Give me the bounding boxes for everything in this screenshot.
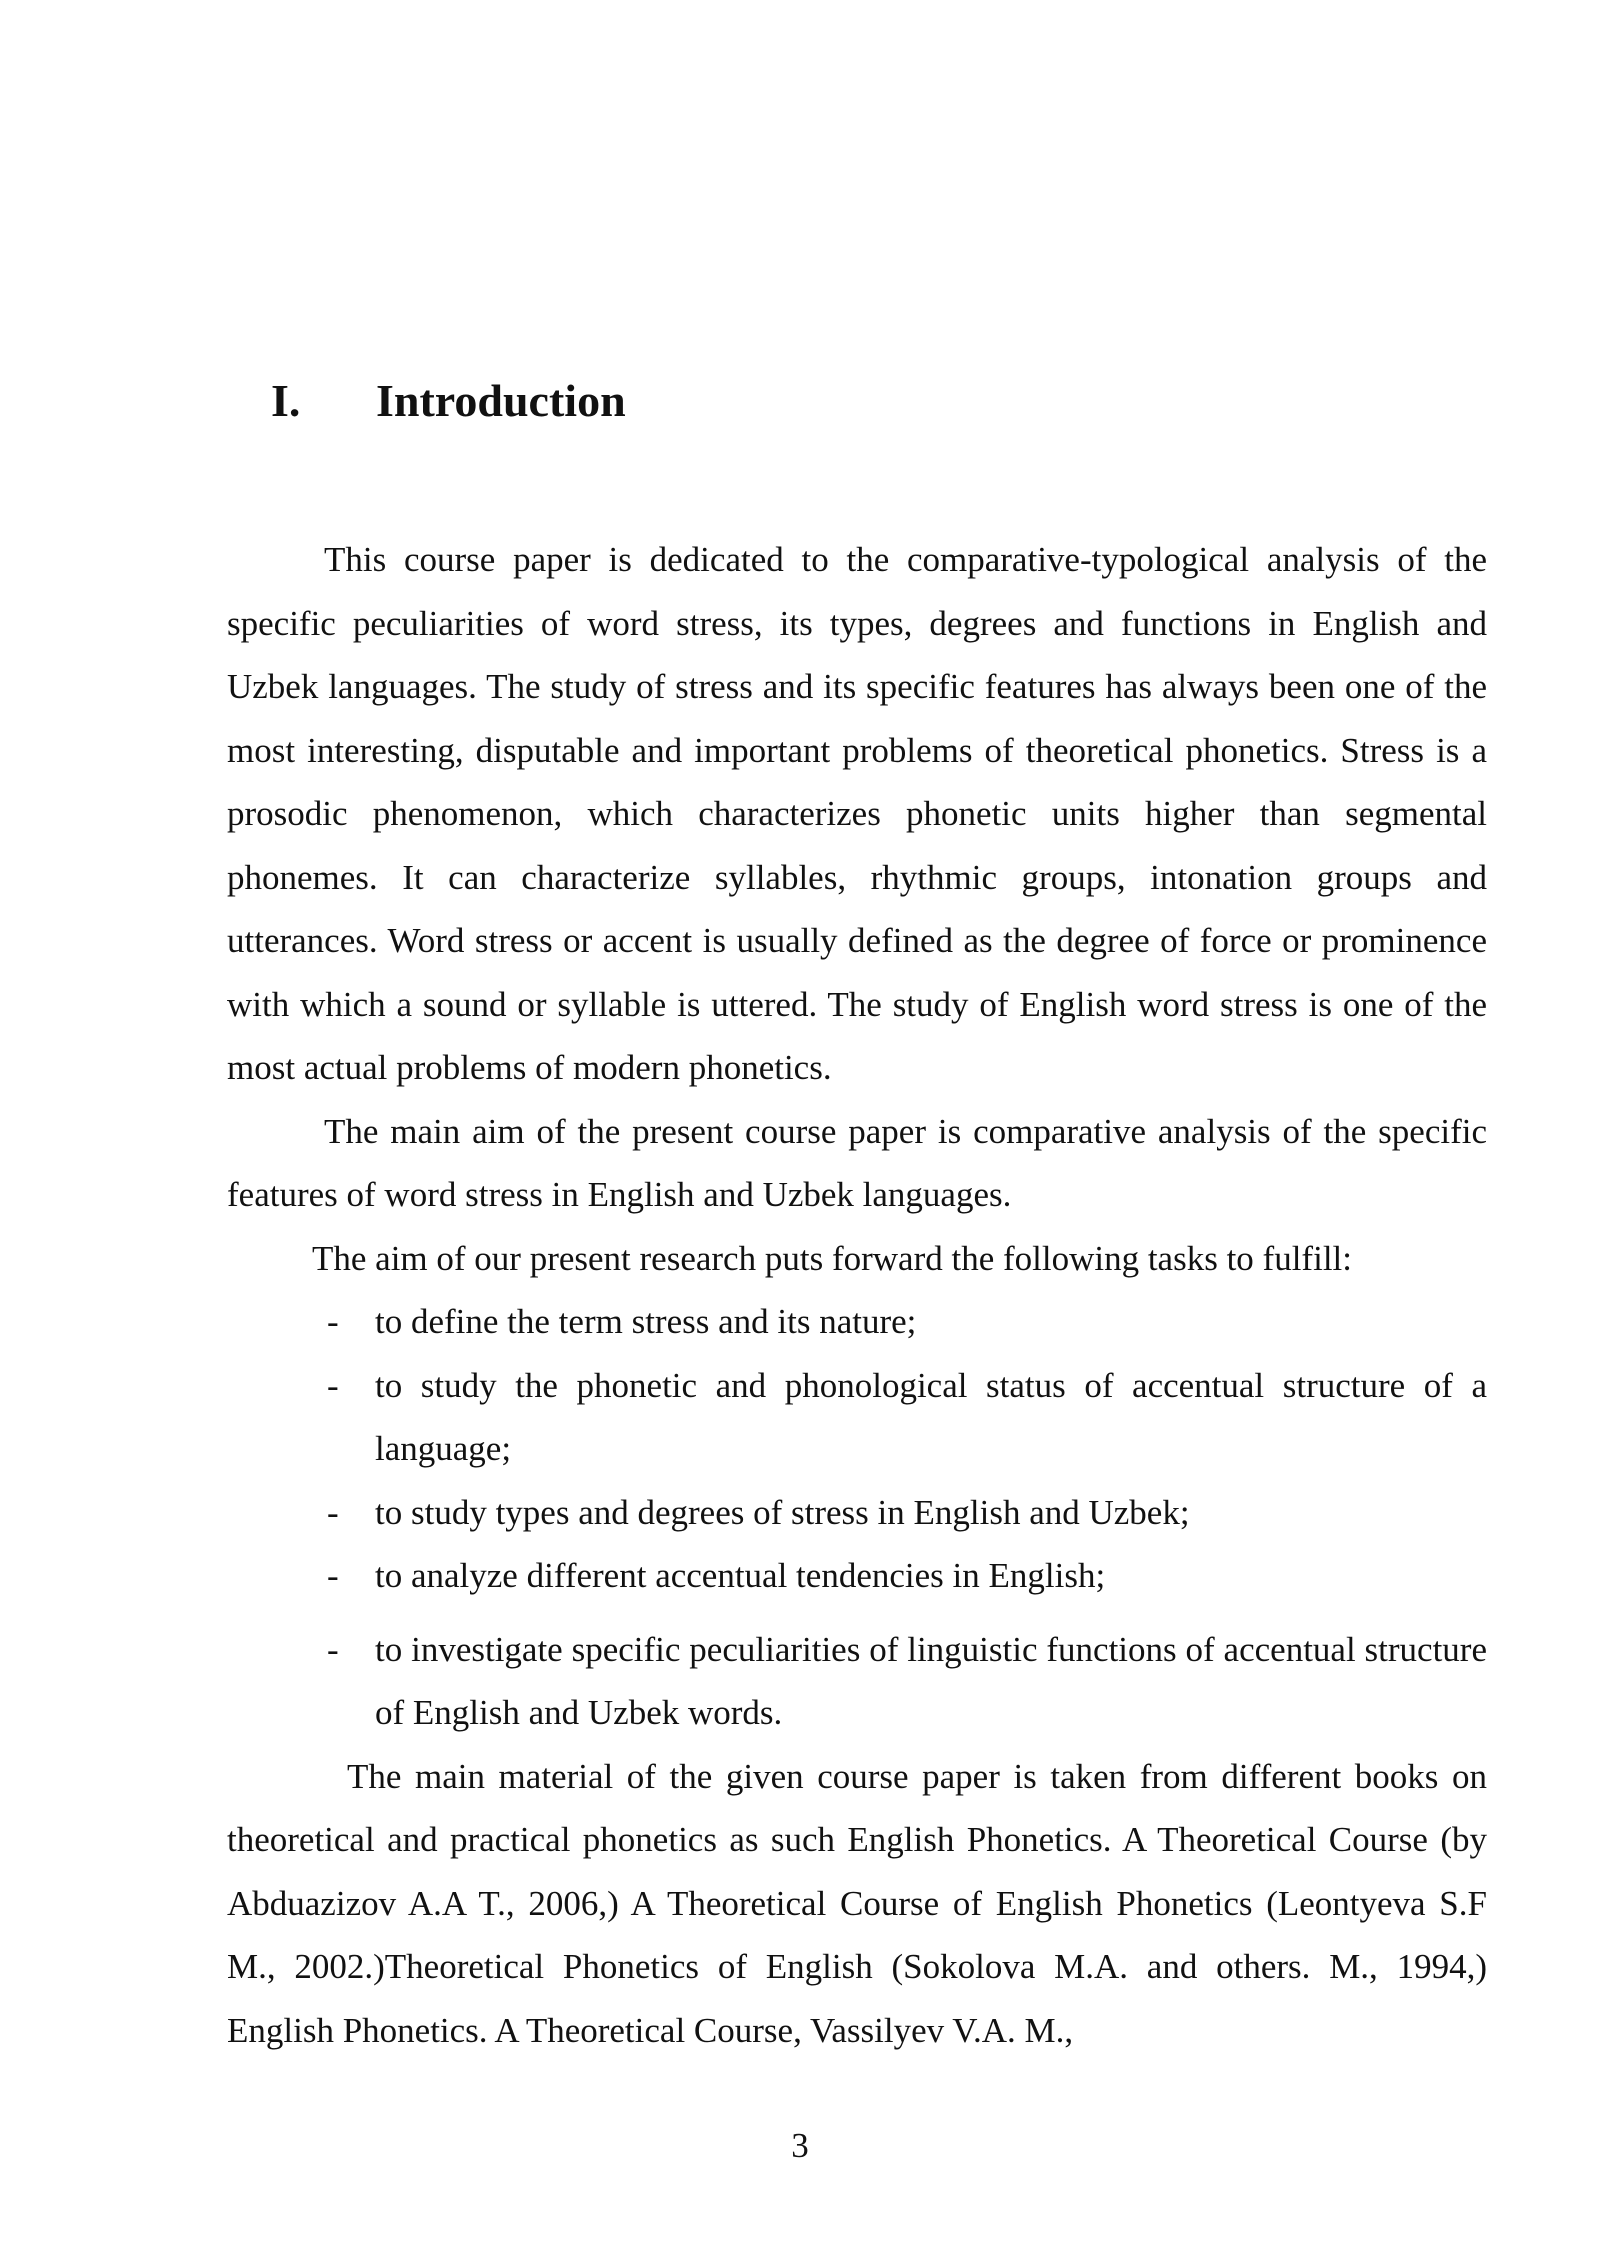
section-number: I. [271, 375, 301, 426]
list-item-text: to study the phonetic and phonological status of accentual structure of a language; [375, 1365, 1487, 1468]
intro-paragraph: This course paper is dedicated to the comparative-typological analysis of the specific peculiarities of word stress, its types, degrees and functions in English and Uzbek languages. The study of stress and its specific features has always been one of the most interesting, disputable and important problems of theoretical phonetics. Stress is a prosodic phenomenon, which characterizes phonetic units higher than segmental phonemes. It can characterize syllables, rhythmic groups, intonation groups and utterances. Word stress or accent is usually defined as the degree of force or prominence with which a sound or syllable is uttered. The study of English word stress is one of the most actual problems of modern phonetics. [227, 540, 1487, 1087]
list-item [227, 1354, 1487, 1481]
list-item-text: to investigate specific peculiarities of linguistic functions of accentual structure of English and Uzbek words. [375, 1629, 1487, 1732]
list-item-text: to study types and degrees of stress in English and Uzbek; [375, 1492, 1190, 1532]
list-bullet: - [327, 1492, 339, 1532]
tasks-intro-paragraph: The aim of our present research puts forward the following tasks to fulfill: [312, 1238, 1352, 1278]
list-bullet: - [327, 1365, 339, 1405]
section-title: Introduction [376, 375, 626, 426]
list-item-text: to define the term stress and its nature; [375, 1302, 917, 1341]
list-bullet: - [327, 1629, 339, 1669]
list-bullet: - [327, 1556, 339, 1595]
page-number: 3 [791, 2126, 809, 2165]
tasks-list [227, 1290, 1487, 1745]
body-text [227, 528, 1487, 2062]
list-item-text: to analyze different accentual tendencies in English; [375, 1556, 1106, 1595]
list-item [227, 1481, 1487, 1545]
list-item [227, 1290, 1487, 1354]
list-item [227, 1618, 1487, 1745]
list-bullet: - [327, 1302, 339, 1341]
section-heading [271, 375, 626, 426]
aim-paragraph: The main aim of the present course paper is comparative analysis of the specific features of word stress in English and Uzbek languages. [227, 1111, 1487, 1214]
list-item [227, 1544, 1487, 1608]
materials-paragraph: The main material of the given course paper is taken from different books on theoretical and practical phonetics as such English Phonetics. A Theoretical Course (by Abduazizov A.A T., 2006,) A Theoretical Course of English Phonetics (Leontyeva S.F M., 2002.)Theoretical Phonetics of English (Sokolova M.A. and others. M., 1994,) English Phonetics. A Theoretical Course, Vassilyev V.A. M., [227, 1756, 1487, 2050]
